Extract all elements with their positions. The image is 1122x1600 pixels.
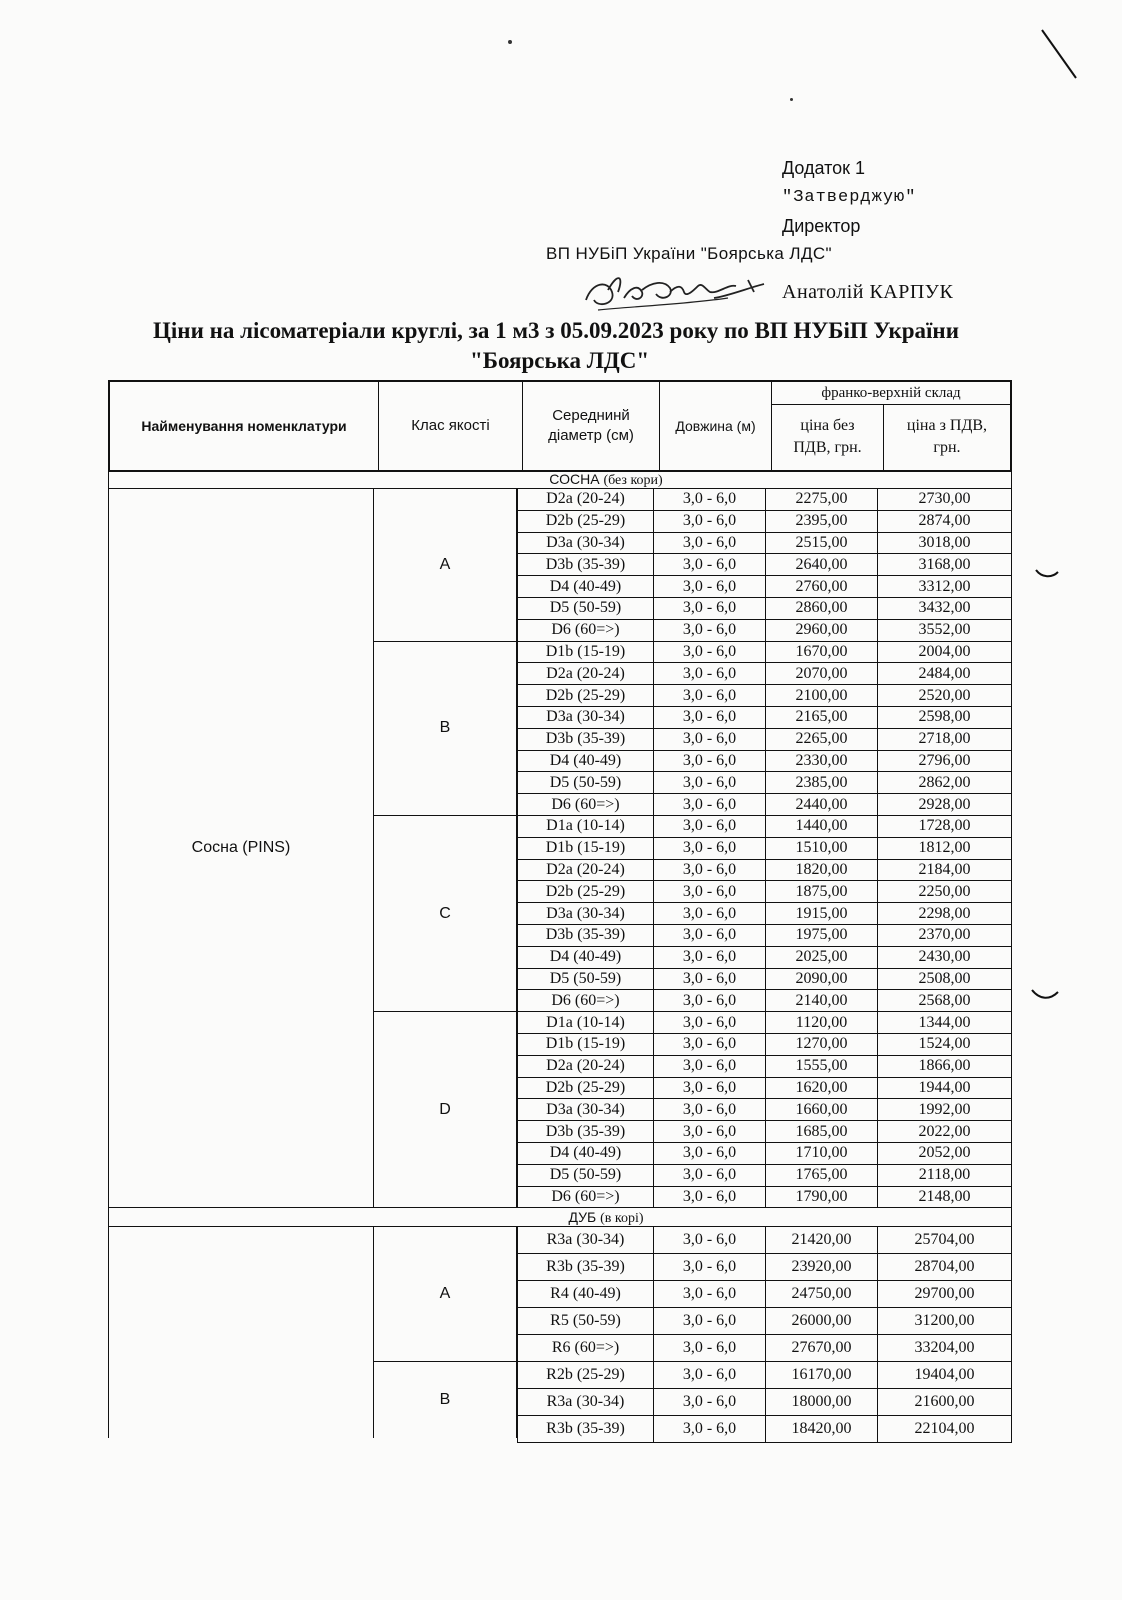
price-vat-cell: 2298,00 <box>878 903 1012 925</box>
scan-mark <box>1040 26 1080 82</box>
diameter-cell: D2b (25-29) <box>517 511 654 533</box>
diameter-cell: R2b (25-29) <box>517 1362 654 1389</box>
class-rows <box>517 1227 1012 1362</box>
table-row <box>517 794 1012 816</box>
table-row <box>517 947 1012 969</box>
length-cell: 3,0 - 6,0 <box>654 1281 766 1308</box>
header-price-vat <box>884 404 1010 470</box>
length-cell: 3,0 - 6,0 <box>654 576 766 598</box>
price-vat-cell: 3312,00 <box>878 576 1012 598</box>
price-vat-cell: 2430,00 <box>878 947 1012 969</box>
diameter-cell: R3b (35-39) <box>517 1416 654 1443</box>
table-row <box>517 642 1012 664</box>
table-row <box>517 1362 1012 1389</box>
class-rows <box>517 1012 1012 1208</box>
table-row <box>517 1416 1012 1443</box>
diameter-cell: D6 (60=>) <box>517 794 654 816</box>
length-cell: 3,0 - 6,0 <box>654 816 766 838</box>
organization-name: ВП НУБіП України "Боярська ЛДС" <box>546 244 832 263</box>
price-no-vat-cell: 1875,00 <box>766 881 878 903</box>
price-no-vat-cell: 1660,00 <box>766 1099 878 1121</box>
diameter-cell: D3b (35-39) <box>517 729 654 751</box>
price-vat-cell: 1812,00 <box>878 838 1012 860</box>
scan-mark <box>1030 986 1060 1002</box>
page-title-line2: "Боярська ЛДС" <box>470 348 650 373</box>
price-vat-cell: 2928,00 <box>878 794 1012 816</box>
length-cell: 3,0 - 6,0 <box>654 642 766 664</box>
length-cell: 3,0 - 6,0 <box>654 1187 766 1209</box>
table-row <box>517 511 1012 533</box>
length-cell: 3,0 - 6,0 <box>654 663 766 685</box>
price-no-vat-cell: 2100,00 <box>766 685 878 707</box>
length-cell: 3,0 - 6,0 <box>654 489 766 511</box>
table-row <box>517 685 1012 707</box>
price-vat-cell: 21600,00 <box>878 1389 1012 1416</box>
table-row <box>517 1281 1012 1308</box>
price-no-vat-cell: 1440,00 <box>766 816 878 838</box>
diameter-cell: D4 (40-49) <box>517 576 654 598</box>
price-no-vat-cell: 2960,00 <box>766 620 878 642</box>
length-cell: 3,0 - 6,0 <box>654 947 766 969</box>
diameter-cell: D5 (50-59) <box>517 598 654 620</box>
price-no-vat-cell: 1270,00 <box>766 1034 878 1056</box>
table-row <box>517 1012 1012 1034</box>
price-vat-cell: 1728,00 <box>878 816 1012 838</box>
length-cell: 3,0 - 6,0 <box>654 1099 766 1121</box>
length-cell: 3,0 - 6,0 <box>654 838 766 860</box>
class-rows <box>517 816 1012 1012</box>
table-row <box>517 990 1012 1012</box>
length-cell: 3,0 - 6,0 <box>654 598 766 620</box>
table-row <box>517 1099 1012 1121</box>
price-no-vat-cell: 23920,00 <box>766 1254 878 1281</box>
price-vat-cell: 25704,00 <box>878 1227 1012 1254</box>
section-title: ДУБ <box>568 1209 601 1226</box>
signer-name: Анатолій КАРПУК <box>782 281 954 303</box>
diameter-cell: R3a (30-34) <box>517 1227 654 1254</box>
length-cell: 3,0 - 6,0 <box>654 903 766 925</box>
price-vat-cell: 29700,00 <box>878 1281 1012 1308</box>
price-no-vat-cell: 2265,00 <box>766 729 878 751</box>
section-subtitle: (без кори) <box>603 473 663 488</box>
diameter-cell: D3a (30-34) <box>517 533 654 555</box>
price-vat-cell: 28704,00 <box>878 1254 1012 1281</box>
diameter-cell: D4 (40-49) <box>517 1143 654 1165</box>
table-row <box>517 772 1012 794</box>
diameter-cell: R5 (50-59) <box>517 1308 654 1335</box>
price-vat-cell: 19404,00 <box>878 1362 1012 1389</box>
diameter-cell: R3b (35-39) <box>517 1254 654 1281</box>
price-no-vat-cell: 1685,00 <box>766 1121 878 1143</box>
price-vat-cell: 1944,00 <box>878 1078 1012 1100</box>
price-no-vat-cell: 1120,00 <box>766 1012 878 1034</box>
price-no-vat-cell: 1620,00 <box>766 1078 878 1100</box>
price-no-vat-cell: 1975,00 <box>766 925 878 947</box>
scan-mark <box>1034 566 1060 580</box>
table-row <box>517 925 1012 947</box>
price-no-vat-cell: 2275,00 <box>766 489 878 511</box>
length-cell: 3,0 - 6,0 <box>654 1056 766 1078</box>
diameter-cell: D5 (50-59) <box>517 772 654 794</box>
length-cell: 3,0 - 6,0 <box>654 1362 766 1389</box>
diameter-cell: D4 (40-49) <box>517 751 654 773</box>
table-row <box>517 816 1012 838</box>
diameter-cell: D1a (10-14) <box>517 816 654 838</box>
table-row <box>517 598 1012 620</box>
table-row <box>517 620 1012 642</box>
diameter-cell: D3a (30-34) <box>517 1099 654 1121</box>
diameter-cell: D2a (20-24) <box>517 1056 654 1078</box>
price-vat-cell: 33204,00 <box>878 1335 1012 1362</box>
table-row <box>517 1254 1012 1281</box>
price-no-vat-cell: 2330,00 <box>766 751 878 773</box>
length-cell: 3,0 - 6,0 <box>654 860 766 882</box>
nomenclature-name-cell: Сосна (PINS) <box>108 489 373 1208</box>
scan-speck <box>508 40 512 44</box>
approve-label: "Затверджую" <box>782 188 917 207</box>
price-vat-cell: 2520,00 <box>878 685 1012 707</box>
header-name: Найменування номенклатури <box>110 382 379 470</box>
table-row <box>517 1335 1012 1362</box>
header-price-no-vat-line2: ПДВ, грн. <box>793 439 862 456</box>
length-cell: 3,0 - 6,0 <box>654 881 766 903</box>
quality-class-cell: B <box>373 642 517 816</box>
length-cell: 3,0 - 6,0 <box>654 533 766 555</box>
length-cell: 3,0 - 6,0 <box>654 1389 766 1416</box>
header-diameter <box>523 382 660 470</box>
length-cell: 3,0 - 6,0 <box>654 1165 766 1187</box>
diameter-cell: R3a (30-34) <box>517 1389 654 1416</box>
price-no-vat-cell: 1710,00 <box>766 1143 878 1165</box>
table-row <box>517 1034 1012 1056</box>
price-no-vat-cell: 1820,00 <box>766 860 878 882</box>
price-vat-cell: 3552,00 <box>878 620 1012 642</box>
table-row <box>517 554 1012 576</box>
length-cell: 3,0 - 6,0 <box>654 1308 766 1335</box>
length-cell: 3,0 - 6,0 <box>654 1335 766 1362</box>
price-no-vat-cell: 2860,00 <box>766 598 878 620</box>
length-cell: 3,0 - 6,0 <box>654 1254 766 1281</box>
table-row <box>517 1121 1012 1143</box>
price-vat-cell: 31200,00 <box>878 1308 1012 1335</box>
price-no-vat-cell: 1510,00 <box>766 838 878 860</box>
diameter-cell: D2b (25-29) <box>517 1078 654 1100</box>
table-row <box>517 1227 1012 1254</box>
price-vat-cell: 2730,00 <box>878 489 1012 511</box>
table-row <box>517 860 1012 882</box>
section-subtitle: (в корі) <box>600 1211 644 1227</box>
table-row <box>517 576 1012 598</box>
price-vat-cell: 2508,00 <box>878 969 1012 991</box>
length-cell: 3,0 - 6,0 <box>654 1012 766 1034</box>
header-length: Довжина (м) <box>660 382 772 470</box>
price-vat-cell: 2484,00 <box>878 663 1012 685</box>
diameter-cell: D3b (35-39) <box>517 554 654 576</box>
diameter-cell: D3b (35-39) <box>517 925 654 947</box>
price-no-vat-cell: 2070,00 <box>766 663 878 685</box>
page-title: Ціни на лісоматеріали круглі, за 1 м3 з 05.09.2023 року по ВП НУБіП України <box>153 318 959 343</box>
header-diameter-line2: діаметр (см) <box>548 427 634 444</box>
table-row <box>517 838 1012 860</box>
diameter-cell: D3a (30-34) <box>517 707 654 729</box>
class-rows <box>517 489 1012 642</box>
diameter-cell: D3b (35-39) <box>517 1121 654 1143</box>
length-cell: 3,0 - 6,0 <box>654 772 766 794</box>
diameter-cell: D2a (20-24) <box>517 663 654 685</box>
price-no-vat-cell: 18000,00 <box>766 1389 878 1416</box>
price-no-vat-cell: 2025,00 <box>766 947 878 969</box>
annex-label: Додаток 1 <box>782 158 866 178</box>
length-cell: 3,0 - 6,0 <box>654 1227 766 1254</box>
length-cell: 3,0 - 6,0 <box>654 729 766 751</box>
scan-speck <box>790 98 793 101</box>
table-row <box>517 533 1012 555</box>
price-no-vat-cell: 2440,00 <box>766 794 878 816</box>
price-no-vat-cell: 1790,00 <box>766 1187 878 1209</box>
table-row <box>517 1187 1012 1209</box>
table-row <box>517 903 1012 925</box>
approval-block <box>782 154 916 241</box>
diameter-cell: D1a (10-14) <box>517 1012 654 1034</box>
length-cell: 3,0 - 6,0 <box>654 511 766 533</box>
length-cell: 3,0 - 6,0 <box>654 925 766 947</box>
position-label: Директор <box>782 216 861 236</box>
price-no-vat-cell: 1915,00 <box>766 903 878 925</box>
price-vat-cell: 2874,00 <box>878 511 1012 533</box>
table-row <box>517 1308 1012 1335</box>
price-vat-cell: 3432,00 <box>878 598 1012 620</box>
price-no-vat-cell: 18420,00 <box>766 1416 878 1443</box>
table-row <box>517 489 1012 511</box>
diameter-cell: D1b (15-19) <box>517 642 654 664</box>
price-no-vat-cell: 16170,00 <box>766 1362 878 1389</box>
price-no-vat-cell: 2640,00 <box>766 554 878 576</box>
handwritten-signature <box>578 262 788 324</box>
diameter-cell: D5 (50-59) <box>517 1165 654 1187</box>
price-vat-cell: 3168,00 <box>878 554 1012 576</box>
price-vat-cell: 2598,00 <box>878 707 1012 729</box>
table-row <box>517 1389 1012 1416</box>
price-vat-cell: 2118,00 <box>878 1165 1012 1187</box>
quality-class-cell: D <box>373 1012 517 1208</box>
length-cell: 3,0 - 6,0 <box>654 620 766 642</box>
diameter-cell: D4 (40-49) <box>517 947 654 969</box>
price-vat-cell: 2568,00 <box>878 990 1012 1012</box>
price-no-vat-cell: 1670,00 <box>766 642 878 664</box>
price-no-vat-cell: 2140,00 <box>766 990 878 1012</box>
section-title: СОСНА <box>549 471 604 487</box>
header-diameter-line1: Середнинй <box>552 407 630 424</box>
price-vat-cell: 1866,00 <box>878 1056 1012 1078</box>
diameter-cell: D2a (20-24) <box>517 860 654 882</box>
price-no-vat-cell: 2395,00 <box>766 511 878 533</box>
price-vat-cell: 22104,00 <box>878 1416 1012 1443</box>
length-cell: 3,0 - 6,0 <box>654 969 766 991</box>
diameter-cell: D6 (60=>) <box>517 990 654 1012</box>
price-vat-cell: 2148,00 <box>878 1187 1012 1209</box>
price-no-vat-cell: 26000,00 <box>766 1308 878 1335</box>
diameter-cell: D2a (20-24) <box>517 489 654 511</box>
table-header <box>108 380 1012 472</box>
length-cell: 3,0 - 6,0 <box>654 554 766 576</box>
table-row <box>517 729 1012 751</box>
nomenclature-name-cell <box>108 1227 373 1438</box>
price-vat-cell: 2862,00 <box>878 772 1012 794</box>
price-vat-cell: 2022,00 <box>878 1121 1012 1143</box>
length-cell: 3,0 - 6,0 <box>654 1143 766 1165</box>
section-heading <box>108 1208 1012 1227</box>
diameter-cell: R4 (40-49) <box>517 1281 654 1308</box>
header-warehouse-group: франко-верхній склад <box>772 382 1010 405</box>
price-vat-cell: 1344,00 <box>878 1012 1012 1034</box>
price-no-vat-cell: 1765,00 <box>766 1165 878 1187</box>
header-price-no-vat <box>772 404 884 470</box>
length-cell: 3,0 - 6,0 <box>654 1034 766 1056</box>
table-row <box>517 663 1012 685</box>
diameter-cell: D1b (15-19) <box>517 838 654 860</box>
length-cell: 3,0 - 6,0 <box>654 794 766 816</box>
diameter-cell: R6 (60=>) <box>517 1335 654 1362</box>
class-rows <box>517 642 1012 816</box>
price-no-vat-cell: 24750,00 <box>766 1281 878 1308</box>
section-heading <box>108 470 1012 489</box>
price-vat-cell: 1524,00 <box>878 1034 1012 1056</box>
price-vat-cell: 1992,00 <box>878 1099 1012 1121</box>
price-no-vat-cell: 2515,00 <box>766 533 878 555</box>
diameter-cell: D2b (25-29) <box>517 685 654 707</box>
table-row <box>517 1143 1012 1165</box>
price-vat-cell: 2052,00 <box>878 1143 1012 1165</box>
price-vat-cell: 3018,00 <box>878 533 1012 555</box>
length-cell: 3,0 - 6,0 <box>654 1416 766 1443</box>
header-price-vat-line1: ціна з ПДВ, <box>906 417 988 434</box>
length-cell: 3,0 - 6,0 <box>654 751 766 773</box>
price-no-vat-cell: 27670,00 <box>766 1335 878 1362</box>
price-no-vat-cell: 2090,00 <box>766 969 878 991</box>
price-no-vat-cell: 21420,00 <box>766 1227 878 1254</box>
header-price-no-vat-line1: ціна без <box>800 417 855 434</box>
price-vat-cell: 2250,00 <box>878 881 1012 903</box>
class-rows <box>517 1362 1012 1443</box>
price-vat-cell: 2718,00 <box>878 729 1012 751</box>
length-cell: 3,0 - 6,0 <box>654 990 766 1012</box>
diameter-cell: D6 (60=>) <box>517 1187 654 1209</box>
table-row <box>517 1056 1012 1078</box>
length-cell: 3,0 - 6,0 <box>654 1078 766 1100</box>
price-no-vat-cell: 2165,00 <box>766 707 878 729</box>
quality-class-cell: A <box>373 1227 517 1362</box>
price-vat-cell: 2004,00 <box>878 642 1012 664</box>
table-row <box>517 881 1012 903</box>
diameter-cell: D2b (25-29) <box>517 881 654 903</box>
header-quality: Клас якості <box>379 382 523 470</box>
quality-class-cell: A <box>373 489 517 642</box>
diameter-cell: D6 (60=>) <box>517 620 654 642</box>
table-row <box>517 1078 1012 1100</box>
price-no-vat-cell: 2760,00 <box>766 576 878 598</box>
length-cell: 3,0 - 6,0 <box>654 707 766 729</box>
price-vat-cell: 2370,00 <box>878 925 1012 947</box>
table-row <box>517 707 1012 729</box>
price-no-vat-cell: 2385,00 <box>766 772 878 794</box>
table-row <box>517 969 1012 991</box>
diameter-cell: D3a (30-34) <box>517 903 654 925</box>
price-no-vat-cell: 1555,00 <box>766 1056 878 1078</box>
table-row <box>517 751 1012 773</box>
length-cell: 3,0 - 6,0 <box>654 685 766 707</box>
diameter-cell: D1b (15-19) <box>517 1034 654 1056</box>
price-vat-cell: 2796,00 <box>878 751 1012 773</box>
length-cell: 3,0 - 6,0 <box>654 1121 766 1143</box>
price-vat-cell: 2184,00 <box>878 860 1012 882</box>
quality-class-cell: C <box>373 816 517 1012</box>
table-row <box>517 1165 1012 1187</box>
quality-class-cell: B <box>373 1362 517 1438</box>
header-price-vat-line2: грн. <box>933 439 961 456</box>
diameter-cell: D5 (50-59) <box>517 969 654 991</box>
